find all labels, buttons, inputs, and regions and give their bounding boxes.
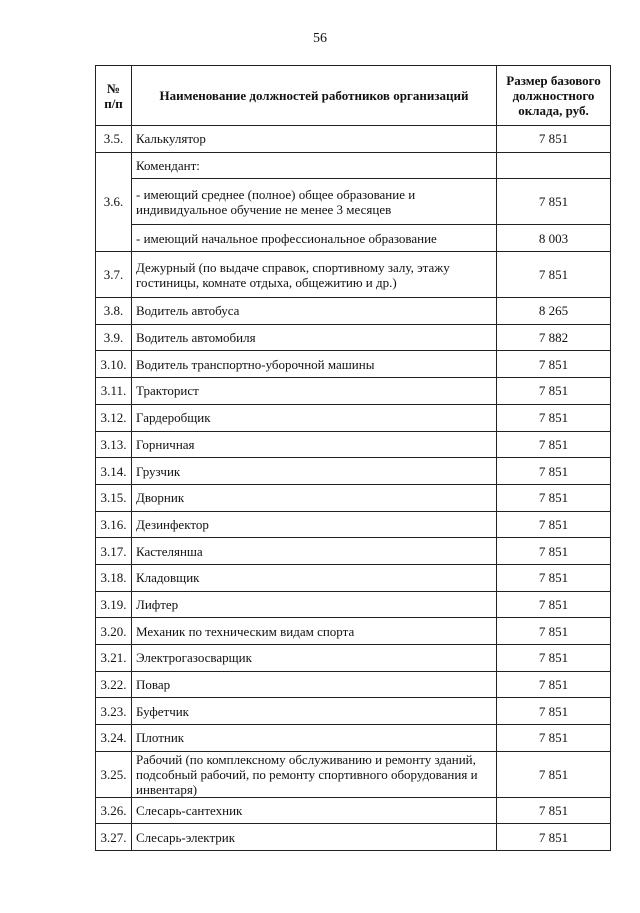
- position-name: Дворник: [132, 484, 497, 511]
- table-row: [96, 538, 611, 565]
- table-row: [96, 645, 611, 672]
- row-number: 3.7.: [96, 252, 132, 298]
- table-row: [96, 484, 611, 511]
- header-base-salary: Размер базового должностного оклада, руб.: [497, 66, 611, 126]
- base-salary: 7 851: [497, 564, 611, 591]
- table-row: [96, 298, 611, 325]
- base-salary: 7 851: [497, 797, 611, 824]
- position-name: Дезинфектор: [132, 511, 497, 538]
- row-number: 3.18.: [96, 564, 132, 591]
- base-salary: 7 851: [497, 671, 611, 698]
- position-name: Кладовщик: [132, 564, 497, 591]
- position-name: Электрогазосварщик: [132, 645, 497, 672]
- position-name: Буфетчик: [132, 698, 497, 725]
- table-row: [96, 725, 611, 752]
- table-row: [96, 351, 611, 378]
- base-salary: 7 851: [497, 378, 611, 405]
- base-salary: 7 851: [497, 538, 611, 565]
- table-row: [96, 618, 611, 645]
- row-number: 3.8.: [96, 298, 132, 325]
- position-name: Горничная: [132, 431, 497, 458]
- table-row: [96, 671, 611, 698]
- base-salary: 7 851: [497, 252, 611, 298]
- position-name: Калькулятор: [132, 126, 497, 153]
- salary-table: [95, 65, 611, 851]
- position-name: Водитель автомобиля: [132, 324, 497, 351]
- row-number: 3.24.: [96, 725, 132, 752]
- table-row: [96, 698, 611, 725]
- table-row: [96, 431, 611, 458]
- row-number: 3.10.: [96, 351, 132, 378]
- row-number: 3.5.: [96, 126, 132, 153]
- base-salary: 7 882: [497, 324, 611, 351]
- table-row: [96, 564, 611, 591]
- table-header-row: [96, 66, 611, 126]
- position-name: - имеющий среднее (полное) общее образование и индивидуальное обучение не менее 3 месяцев: [132, 179, 497, 225]
- base-salary: 8 265: [497, 298, 611, 325]
- position-name: Тракторист: [132, 378, 497, 405]
- base-salary: 7 851: [497, 179, 611, 225]
- table-row: [96, 126, 611, 153]
- base-salary: 7 851: [497, 591, 611, 618]
- row-number: 3.13.: [96, 431, 132, 458]
- table-row: [96, 824, 611, 851]
- position-name: Лифтер: [132, 591, 497, 618]
- position-name: Водитель автобуса: [132, 298, 497, 325]
- base-salary: 7 851: [497, 725, 611, 752]
- position-name: Водитель транспортно-уборочной машины: [132, 351, 497, 378]
- row-number: 3.22.: [96, 671, 132, 698]
- row-number: 3.21.: [96, 645, 132, 672]
- table-row: [96, 179, 611, 225]
- row-number: 3.27.: [96, 824, 132, 851]
- table-row: [96, 324, 611, 351]
- position-name: - имеющий начальное профессиональное образование: [132, 225, 497, 252]
- base-salary: 7 851: [497, 431, 611, 458]
- position-name: Грузчик: [132, 458, 497, 485]
- table-row: [96, 252, 611, 298]
- position-name: Повар: [132, 671, 497, 698]
- position-name: Дежурный (по выдаче справок, спортивному залу, этажу гостиницы, комнате отдыха, общежитию и др.): [132, 252, 497, 298]
- position-name: Механик по техническим видам спорта: [132, 618, 497, 645]
- base-salary: [497, 152, 611, 179]
- row-number: 3.25.: [96, 751, 132, 797]
- position-name: Кастелянша: [132, 538, 497, 565]
- base-salary: 7 851: [497, 458, 611, 485]
- table-row: [96, 458, 611, 485]
- table-row: [96, 152, 611, 179]
- position-name: Слесарь-электрик: [132, 824, 497, 851]
- table-row: [96, 751, 611, 797]
- base-salary: 7 851: [497, 404, 611, 431]
- table-row: [96, 797, 611, 824]
- page-number: 56: [313, 31, 327, 46]
- base-salary: 8 003: [497, 225, 611, 252]
- header-number: № п/п: [96, 66, 132, 126]
- base-salary: 7 851: [497, 824, 611, 851]
- base-salary: 7 851: [497, 698, 611, 725]
- row-number: 3.14.: [96, 458, 132, 485]
- row-number: 3.23.: [96, 698, 132, 725]
- base-salary: 7 851: [497, 351, 611, 378]
- table-row: [96, 225, 611, 252]
- table-row: [96, 404, 611, 431]
- position-name: Плотник: [132, 725, 497, 752]
- row-number: 3.16.: [96, 511, 132, 538]
- position-name: Гардеробщик: [132, 404, 497, 431]
- table-row: [96, 511, 611, 538]
- table-row: [96, 378, 611, 405]
- row-number: 3.26.: [96, 797, 132, 824]
- base-salary: 7 851: [497, 511, 611, 538]
- row-number: 3.15.: [96, 484, 132, 511]
- row-number: 3.20.: [96, 618, 132, 645]
- row-number: 3.12.: [96, 404, 132, 431]
- table-row: [96, 591, 611, 618]
- base-salary: 7 851: [497, 751, 611, 797]
- row-number: 3.9.: [96, 324, 132, 351]
- base-salary: 7 851: [497, 126, 611, 153]
- position-name: Рабочий (по комплексному обслуживанию и ремонту зданий, подсобный рабочий, по ремонту спортивного оборудования и инвентаря): [132, 751, 497, 797]
- position-name: Слесарь-сантехник: [132, 797, 497, 824]
- base-salary: 7 851: [497, 618, 611, 645]
- row-number: 3.6.: [96, 152, 132, 251]
- row-number: 3.11.: [96, 378, 132, 405]
- base-salary: 7 851: [497, 484, 611, 511]
- header-position-name: Наименование должностей работников организаций: [132, 66, 497, 126]
- position-name: Комендант:: [132, 152, 497, 179]
- base-salary: 7 851: [497, 645, 611, 672]
- row-number: 3.17.: [96, 538, 132, 565]
- row-number: 3.19.: [96, 591, 132, 618]
